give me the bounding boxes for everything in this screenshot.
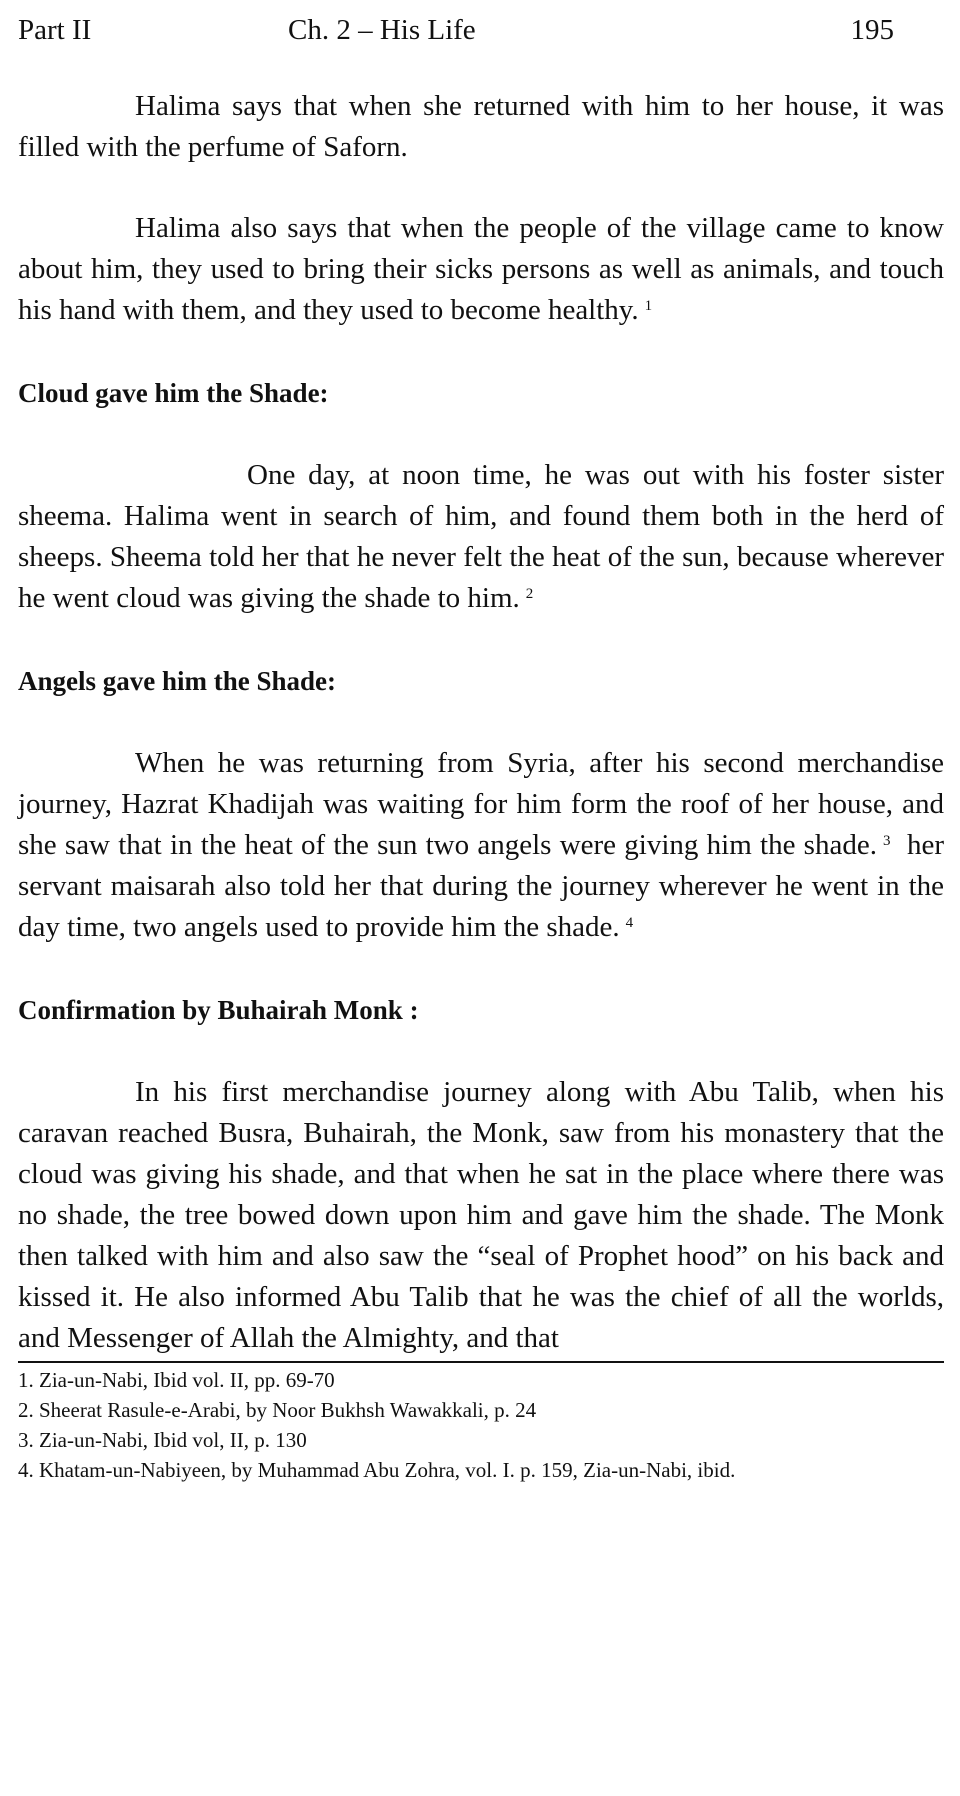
header-part: Part II bbox=[18, 14, 92, 46]
heading-cloud-shade: Cloud gave him the Shade: bbox=[18, 378, 329, 408]
footnote-ref-4: 4 bbox=[625, 915, 634, 931]
footnote-2: 2. Sheerat Rasule-e-Arabi, by Noor Bukhsh Wawakkali, p. 24 bbox=[18, 1398, 537, 1422]
paragraph-village: Halima also says that when the people of the village came to know about him, they used to bring their sicks persons as well as animals, and touch his hand with them, and they used to become healthy. $^1$ bbox=[18, 212, 944, 326]
header-chapter: Ch. 2 – His Life bbox=[288, 14, 476, 46]
running-header bbox=[18, 0, 944, 60]
paragraph-monk: In his first merchandise journey along with Abu Talib, when his caravan reached Busra, Buhairah, the Monk, saw from his monastery that the cloud was giving his shade, and that when he sat in the place where there was no shade, the tree bowed down upon him and gave him the shade. The Monk then talked with him and also saw the “seal of Prophet hood” on his back and kissed it. He also informed Abu Talib that he was the chief of all the worlds, and Messenger of Allah the Almighty, and that bbox=[18, 1076, 944, 1354]
paragraph-cloud: One day, at noon time, he was out with his foster sister sheema. Halima went in search of him, and found them both in the herd of sheeps. Sheema told her that he never felt the heat of the sun, because wherever he went cloud was giving the shade to him. $^2$ bbox=[18, 459, 944, 614]
book-page bbox=[18, 0, 944, 1485]
page-number: 195 bbox=[850, 14, 894, 46]
paragraph-angels: When he was returning from Syria, after his second merchandise journey, Hazrat Khadijah was waiting for him form the roof of her house, and she saw that in the heat of the sun two angels were giving him the shade. $^3$ her servant maisarah also told her that during the journey wherever he went in the day time, two angels used to provide him the shade. $^4$ bbox=[18, 747, 944, 943]
heading-angels-shade: Angels gave him the Shade: bbox=[18, 666, 337, 696]
footnote-3: 3. Zia-un-Nabi, Ibid vol, II, p. 130 bbox=[18, 1428, 307, 1452]
footnote-ref-2: 2 bbox=[525, 586, 534, 602]
paragraph-saforn: Halima says that when she returned with him to her house, it was filled with the perfume of Saforn. bbox=[18, 90, 944, 163]
footnote-1: 1. Zia-un-Nabi, Ibid vol. II, pp. 69-70 bbox=[18, 1368, 335, 1392]
footnotes bbox=[18, 1365, 944, 1485]
footnote-ref-3: 3 bbox=[882, 833, 891, 849]
footnote-4: 4. Khatam-un-Nabiyeen, by Muhammad Abu Zohra, vol. I. p. 159, Zia-un-Nabi, ibid. bbox=[18, 1458, 736, 1482]
heading-buhairah-monk: Confirmation by Buhairah Monk : bbox=[18, 995, 419, 1025]
footnote-ref-1: 1 bbox=[644, 298, 653, 314]
footnote-divider bbox=[18, 1361, 944, 1363]
